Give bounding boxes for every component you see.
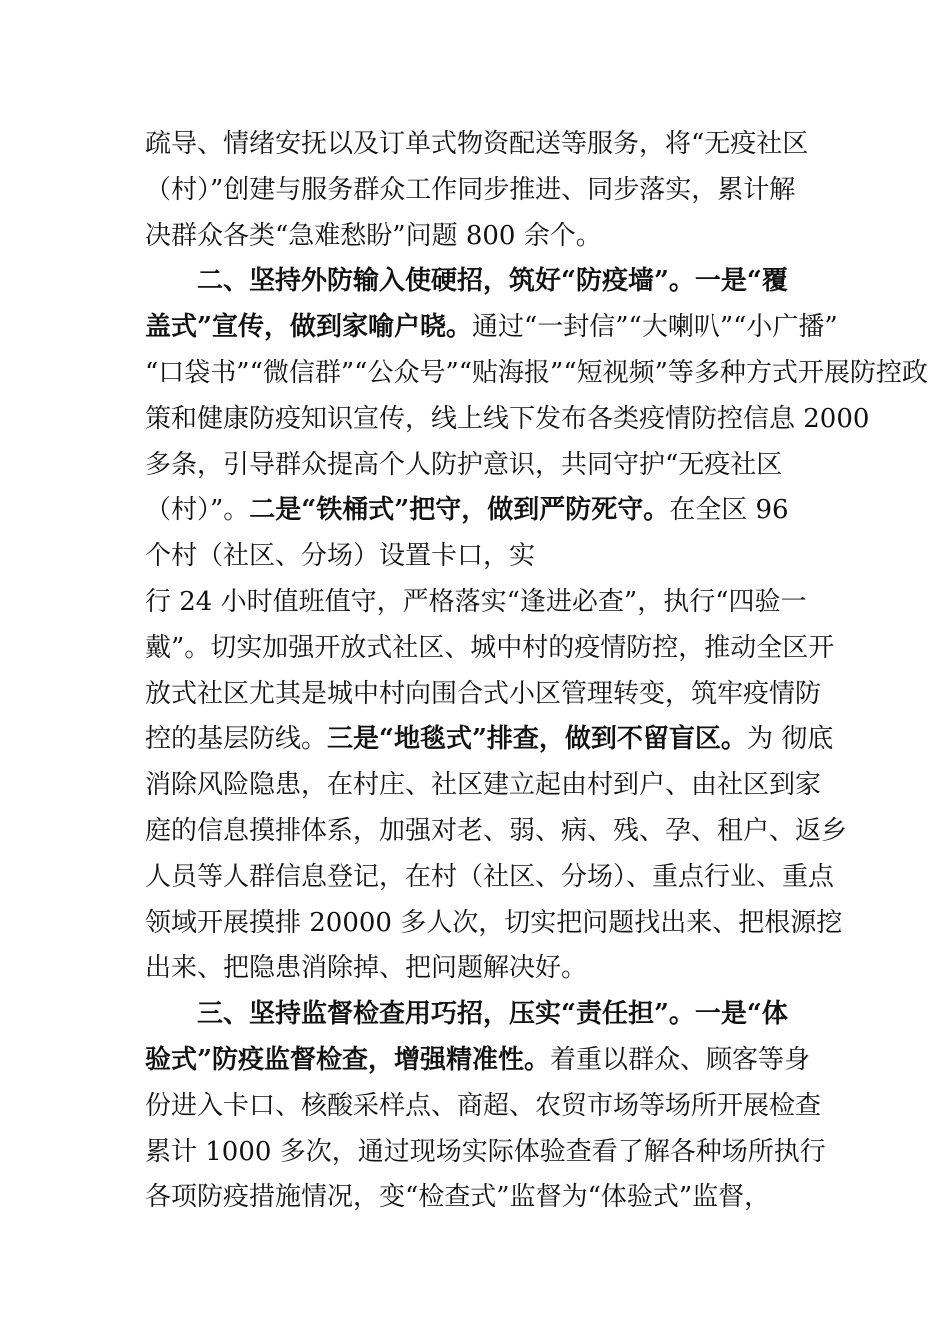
bold-text-segment: 二、坚持外防输入使硬招，筑好“防疫墙”。一是“覆: [145, 266, 788, 297]
text-segment: 各项防疫措施情况，变“检查式”监督为“体验式”监督，: [145, 1182, 771, 1213]
text-line: [145, 901, 843, 947]
text-segment: 在全区 96: [669, 495, 789, 526]
text-segment: 放式社区尤其是城中村向围合式小区管理转变，筑牢疫情防: [145, 678, 822, 709]
text-line: [145, 443, 835, 489]
text-segment: 领域开展摸排 20000 多人次，切实把问题找出来、把根源挖: [145, 907, 843, 938]
text-line: [145, 488, 835, 534]
text-segment: 人员等人群信息登记，在村（社区、分场）、重点行业、重点: [145, 861, 835, 892]
text-segment: 份进入卡口、核酸采样点、商超、农贸市场等场所开展检查: [145, 1090, 822, 1121]
text-line: [145, 1175, 835, 1221]
text-line: [145, 855, 835, 901]
text-line: [145, 626, 835, 672]
bold-text-segment: 盖式”宣传，做到家喻户晓。: [145, 312, 472, 343]
text-line: [145, 1130, 835, 1176]
text-segment: 策和健康防疫知识宣传，线上线下发布各类疫情防控信息 2000: [145, 403, 870, 434]
text-line: [145, 580, 835, 626]
bold-text-segment: 验式”防疫监督检查，增强精准性。: [145, 1044, 550, 1075]
text-segment: 着重以群众、顾客等身: [549, 1044, 810, 1075]
text-segment: 控的基层防线。: [145, 724, 328, 755]
text-line: [145, 946, 835, 992]
text-line: [145, 534, 835, 580]
text-line: [145, 1084, 835, 1130]
text-segment: 疏导、情绪安抚以及订单式物资配送等服务，将“无疫社区: [145, 129, 809, 159]
text-segment: 决群众各类“急难愁盼”问题 800 余个。: [145, 220, 602, 251]
text-segment: 出来、把隐患消除掉、把问题解决好。: [145, 953, 588, 984]
text-line: [145, 351, 928, 397]
text-line: [145, 122, 835, 168]
text-segment: （村）”创建与服务群众工作同步推进、同步落实，累计解: [145, 174, 796, 205]
text-line: [145, 1038, 835, 1084]
text-line: [145, 259, 835, 305]
text-segment: 庭的信息摸排体系，加强对老、弱、病、残、孕、租户、返乡: [145, 815, 848, 846]
text-segment: 个村（社区、分场）设置卡口，实: [145, 541, 536, 572]
text-segment: 累计 1000 多次，通过现场实际体验查看了解各种场所执行: [145, 1136, 826, 1167]
bold-text-segment: 三、坚持监督检查用巧招，压实“责任担”。一是“体: [145, 999, 788, 1030]
text-segment: 通过“一封信”“大喇叭”“小广播”: [471, 312, 838, 343]
text-segment: 为 彻底: [746, 724, 834, 755]
text-segment: 多条，引导群众提高个人防护意识，共同守护“无疫社区: [145, 449, 783, 480]
text-line: [145, 397, 870, 443]
text-line: [145, 763, 835, 809]
text-line: [145, 809, 848, 855]
text-line: [145, 992, 835, 1038]
text-segment: 消除风险隐患，在村庄、社区建立起由村到户、由社区到家: [145, 770, 822, 801]
text-line: [145, 168, 835, 214]
bold-text-segment: 二是“铁桶式”把守，做到严防死守。: [249, 495, 670, 526]
text-line: [145, 305, 838, 351]
body-text: [145, 122, 928, 1221]
bold-text-segment: 三是“地毯式”排查，做到不留盲区。: [327, 724, 747, 755]
text-line: [145, 672, 835, 718]
text-line: [145, 717, 835, 763]
text-segment: （村）”。: [145, 495, 250, 526]
text-segment: 戴”。切实加强开放式社区、城中村的疫情防控，推动全区开: [145, 632, 835, 663]
text-segment: “口袋书”“微信群”“公众号”“贴海报”“短视频”等多种方式开展防控政: [145, 357, 928, 388]
text-segment: 行 24 小时值班值守，严格落实“逢进必查”，执行“四验一: [145, 586, 807, 617]
text-line: [145, 214, 835, 260]
